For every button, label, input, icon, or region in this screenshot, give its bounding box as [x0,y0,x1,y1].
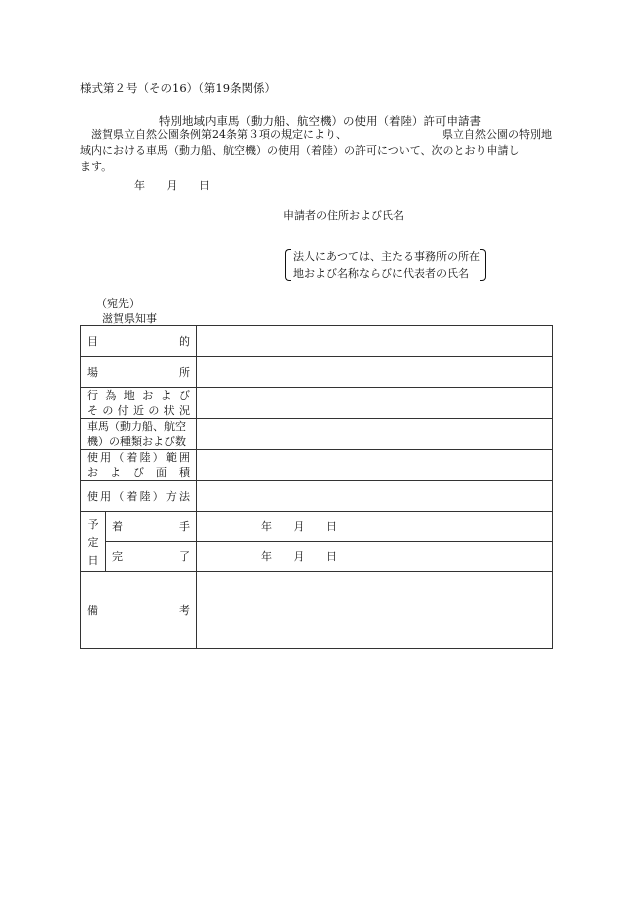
field-remarks[interactable] [197,572,553,649]
application-date: 年 月 日 [134,179,210,192]
label-activity-area-line-1: 行為地および [87,389,190,402]
form-number: 様式第２号（その16）（第19条関係） [80,81,277,95]
body-line-1-right: 県立自然公園の特別地 [442,128,552,141]
field-activity-area[interactable] [197,388,553,419]
row-usage-area [81,450,553,481]
body-line-3: ます。 [80,160,113,173]
document-title: 特別地域内車馬（動力船、航空機）の使用（着陸）許可申請書 [159,114,481,128]
body-line-1 [80,127,552,143]
label-purpose: 目的 [81,326,197,357]
row-purpose [81,326,553,357]
row-activity-area [81,388,553,419]
applicant-label: 申請者の住所および氏名 [283,209,404,222]
field-complete-date[interactable]: 年 月 日 [197,542,553,572]
field-location[interactable] [197,357,553,388]
field-start-date[interactable]: 年 月 日 [197,512,553,542]
field-usage-method[interactable] [197,481,553,512]
label-vehicle-line-1: 車馬（動力船、航空 [87,420,186,433]
corporation-note [285,248,486,282]
field-usage-area[interactable] [197,450,553,481]
label-usage-method: 使用（着陸）方法 [81,481,197,512]
row-start [81,512,553,542]
label-usage-area [81,450,197,481]
label-remarks: 備考 [81,572,197,649]
label-usage-area-line-1: 使用（着陸）範囲 [87,451,190,464]
body-line-1-left: 滋賀県立自然公園条例第24条第３項の規定により、 [91,128,347,141]
label-usage-area-line-2: および面積 [87,466,190,479]
corporation-note-line-1: 法人にあつては、主たる事務所の所在 [293,250,480,263]
row-complete [81,542,553,572]
row-vehicle [81,419,553,450]
label-vehicle-line-2: 機）の種類および数 [87,435,186,448]
label-vehicle [81,419,197,450]
row-usage-method [81,481,553,512]
field-purpose[interactable] [197,326,553,357]
label-complete: 完了 [106,542,197,572]
addressee-label: （宛先） [96,297,140,310]
body-text [80,127,552,175]
corporation-note-line-2: 地および名称ならびに代表者の氏名 [293,267,469,280]
label-start: 着手 [106,512,197,542]
label-activity-area-line-2: その付近の状況 [87,404,190,417]
application-table [80,325,553,649]
row-location [81,357,553,388]
body-line-2: 域内における車馬（動力船、航空機）の使用（着陸）の許可について、次のとおり申請し [80,144,520,157]
label-location: 場所 [81,357,197,388]
governor-label: 滋賀県知事 [102,312,157,325]
label-activity-area [81,388,197,419]
label-scheduled-day: 予 定 日 [81,512,106,572]
row-remarks [81,572,553,649]
field-vehicle[interactable] [197,419,553,450]
